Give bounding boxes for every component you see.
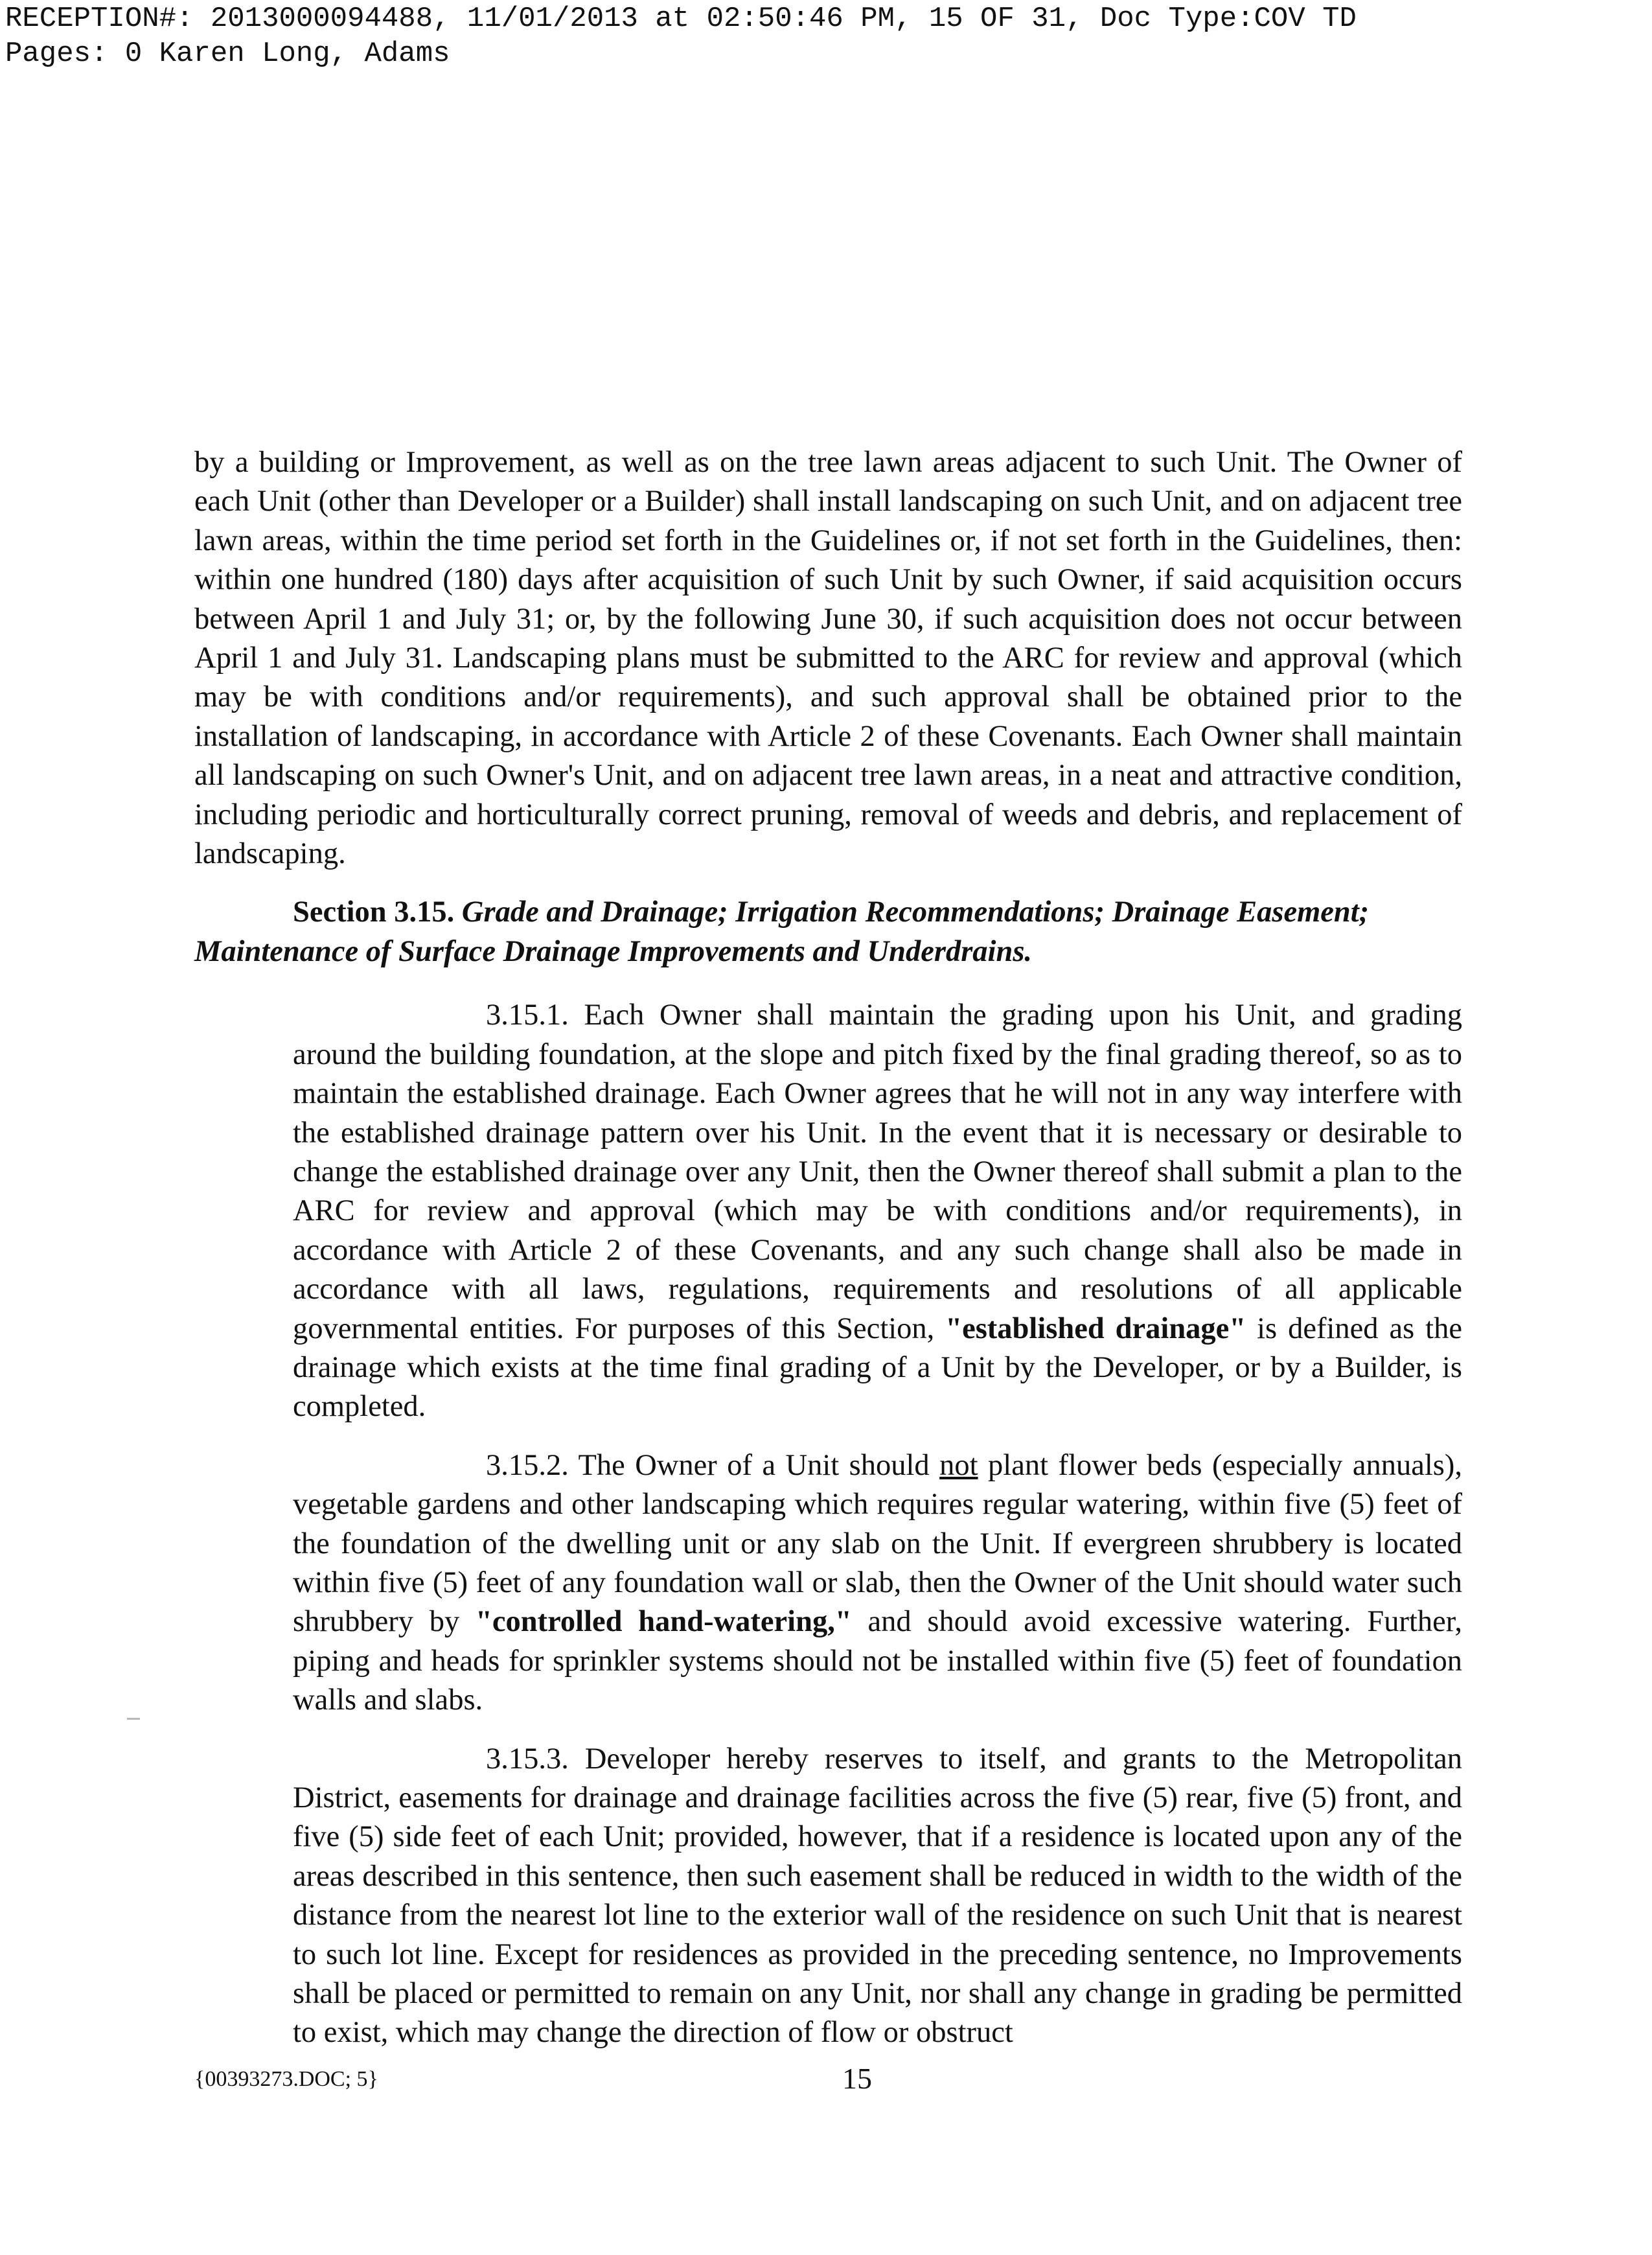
scan-speck	[127, 1718, 140, 1720]
section-title: Grade and Drainage; Irrigation Recommendations; Drainage Easement; Maintenance of Surface Drainage Improvements and Underdrains.	[194, 896, 1370, 968]
subparagraph-number: 3.15.2.	[486, 1448, 569, 1482]
subparagraph-text: Developer hereby reserves to itself, and grants to the Metropolitan District, easements for drainage and drainage facilities across the five (5) rear, five (5) front, and five (5) side feet of each Unit; provided, however, that if a residence is located upon any of the areas described in this sentence, then such easement shall be reduced in width to the width of the distance from the nearest lot line to the exterior wall of the residence on such Unit that is nearest to such lot line. Except for residences as provided in the preceding sentence, no Improvements shall be placed or permitted to remain on any Unit, nor shall any change in grading be permitted to exist, which may change the direction of flow or obstruct	[293, 1742, 1462, 2050]
section-number: Section 3.15.	[293, 896, 455, 929]
subparagraph-3-15-3	[293, 1740, 1462, 2053]
subparagraph-text: The Owner of a Unit should	[578, 1448, 940, 1482]
defined-term: "established drainage"	[945, 1312, 1246, 1345]
reception-line: RECEPTION#: 2013000094488, 11/01/2013 at 02:50:46 PM, 15 OF 31, Doc Type:COV TD	[5, 3, 1357, 35]
defined-term: "controlled hand-watering,"	[476, 1605, 852, 1639]
section-heading	[194, 893, 1462, 971]
document-id: {00393273.DOC; 5}	[194, 2067, 378, 2091]
subparagraph-3-15-1	[293, 996, 1462, 1426]
subparagraph-3-15-2	[293, 1446, 1462, 1720]
continuation-paragraph: by a building or Improvement, as well as on the tree lawn areas adjacent to such Unit. The Owner of each Unit (other than Developer or a Builder) shall install landscaping on such Unit, and on adjacent tree lawn areas, within the time period set forth in the Guidelines or, if not set forth in the Guidelines, then: within one hundred (180) days after acquisition of such Unit by such Owner, if said acquisition occurs between April 1 and July 31; or, by the following June 30, if such acquisition does not occur between April 1 and July 31. Landscaping plans must be submitted to the ARC for review and approval (which may be with conditions and/or requirements), and such approval shall be obtained prior to the installation of landscaping, in accordance with Article 2 of these Covenants. Each Owner shall maintain all landscaping on such Owner's Unit, and on adjacent tree lawn areas, in a neat and attractive condition, including periodic and horticulturally correct pruning, removal of weeds and debris, and replacement of landscaping.	[194, 446, 1462, 871]
subparagraph-number: 3.15.3.	[486, 1742, 569, 1775]
subparagraph-text: Each Owner shall maintain the grading upon his Unit, and grading around the building foundation, at the slope and pitch fixed by the final grading thereof, so as to maintain the established drainage. Each Owner agrees that he will not in any way interfere with the established drainage pattern over his Unit. In the event that it is necessary or desirable to change the established drainage over any Unit, then the Owner thereof shall submit a plan to the ARC for review and approval (which may be with conditions and/or requirements), in accordance with Article 2 of these Covenants, and any such change shall also be made in accordance with all laws, regulations, requirements and resolutions of all applicable governmental entities. For purposes of this Section,	[293, 999, 1462, 1345]
subparagraph-number: 3.15.1.	[486, 999, 569, 1032]
subparagraph-text: and should avoid excessive watering. Further, piping and heads for sprinkler systems should not be installed within five (5) feet of foundation walls and slabs.	[293, 1605, 1462, 1717]
underlined-not: not	[939, 1448, 978, 1482]
document-body	[194, 443, 1462, 2072]
page-number: 15	[842, 2062, 872, 2095]
subparagraph-text: plant flower beds (especially annuals), vegetable gardens and other landscaping which requires regular watering, within five (5) feet of the foundation of the dwelling unit or any slab on the Unit. If evergreen shrubbery is located within five (5) feet of any foundation wall or slab, then the Owner of the Unit should water such shrubbery by	[293, 1448, 1462, 1639]
pages-line: Pages: 0 Karen Long, Adams	[5, 38, 450, 70]
recording-header	[5, 1, 1357, 71]
subparagraph-text: is defined as the drainage which exists at the time final grading of a Unit by the Developer, or by a Builder, is completed.	[293, 1312, 1462, 1424]
